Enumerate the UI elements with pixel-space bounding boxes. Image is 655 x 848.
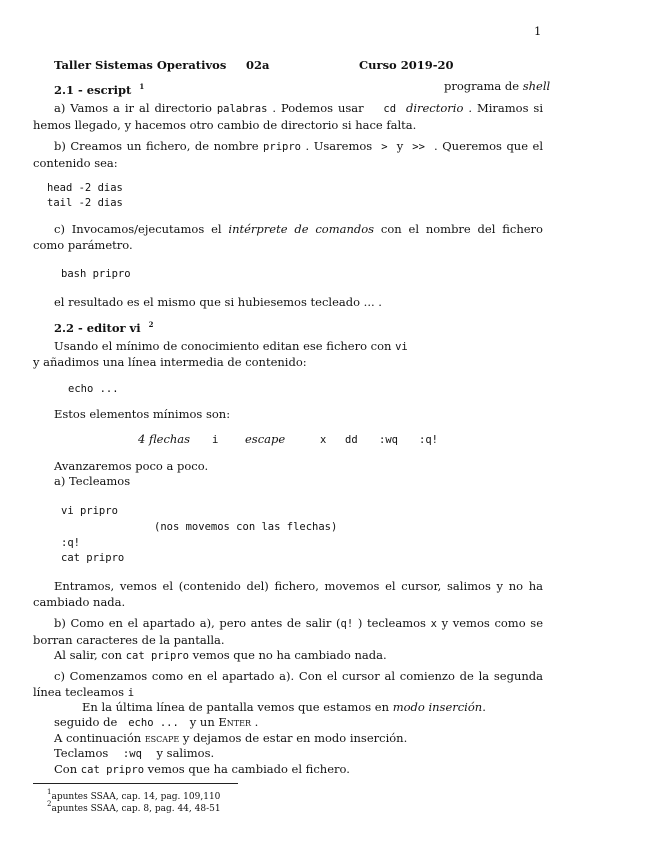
section-21-aside: programa de shell [444, 79, 551, 93]
paragraph-22-c3: seguido de echo ... y un Enter . [54, 715, 259, 729]
element-flechas: 4 flechas [138, 432, 191, 446]
paragraph-22-intro-line2: y añadimos una línea intermedia de contenido: [33, 355, 307, 369]
element-wq: :wq [379, 434, 398, 446]
course-year: Curso 2019-20 [359, 58, 454, 72]
element-q: :q! [419, 434, 438, 446]
element-x: x [320, 434, 327, 446]
footnote-ref-1[interactable]: 1 [139, 82, 145, 91]
code-quit: :q! [61, 537, 80, 549]
page-number: 1 [534, 24, 542, 38]
paragraph-21-result: el resultado es el mismo que si hubiesemos tecleado ... . [54, 295, 382, 309]
paragraph-22-a-result: Entramos, vemos el (contenido del) fichero, movemos el cursor, salimos y no ha cambiado nada. [33, 579, 543, 609]
paragraph-22-c6: Con cat pripro vemos que ha cambiado el fichero. [54, 762, 350, 776]
code-cat-pripro: cat pripro [61, 552, 125, 564]
code-line-tail: tail -2 dias [47, 197, 123, 209]
footnote-2: $^2$apuntes SSAA, cap. 8, pag. 44, 48-51 [47, 800, 221, 814]
course-title: Taller Sistemas Operativos [54, 58, 227, 72]
element-escape: escape [245, 432, 286, 446]
paragraph-21-c: c) Invocamos/ejecutamos el intérprete de comandos con el nombre del fichero como parámetro. [33, 222, 543, 252]
paragraph-22-b: b) Como en el apartado a), pero antes de salir (q! ) tecleamos x y vemos como se borran caracteres de la pantalla. [33, 616, 544, 647]
paragraph-22-c5: Teclamos :wq y salimos. [54, 746, 215, 760]
paragraph-21-a: a) Vamos a ir al directorio palabras . Podemos usar cd directorio . Miramos si hemos llegado, y hacemos otro cambio de directorio si hace falta. [33, 101, 544, 132]
element-dd: dd [345, 434, 358, 446]
paragraph-22-c2: En la última línea de pantalla vemos que estamos en modo inserción. [82, 700, 486, 714]
unit-label: 02a [246, 58, 270, 72]
section-22-title: 2.2 - editor vi $^2$ [54, 320, 154, 335]
code-flechas-comment: (nos movemos con las flechas) [154, 521, 338, 533]
paragraph-22-intro: Usando el mínimo de conocimiento editan ese fichero con vi [54, 339, 408, 353]
footnote-ref-2[interactable]: 2 [148, 320, 154, 329]
elements-intro: Estos elementos mínimos son: [54, 407, 231, 421]
code-line-head: head -2 dias [47, 182, 123, 194]
a-label: a) Tecleamos [54, 474, 131, 488]
paragraph-22-b2: Al salir, con cat pripro vemos que no ha cambiado nada. [54, 648, 387, 662]
paragraph-21-b: b) Creamos un fichero, de nombre pripro . Usaremos > y >> . Queremos que el contenido sea: [33, 139, 544, 170]
advance-text: Avanzaremos poco a poco. [54, 459, 209, 473]
code-bash-pripro: bash pripro [61, 268, 131, 280]
paragraph-22-c4: A continuación escape y dejamos de estar en modo inserción. [54, 731, 408, 745]
footnote-1: $^1$apuntes SSAA, cap. 14, pag. 109,110 [47, 788, 221, 802]
footnote-rule [33, 783, 238, 784]
element-i: i [212, 434, 219, 446]
code-vi-pripro: vi pripro [61, 505, 118, 517]
code-echo: echo ... [68, 383, 119, 395]
section-21-title: 2.1 - escript $^1$ [54, 82, 145, 97]
paragraph-22-c: c) Comenzamos como en el apartado a). Con el cursor al comienzo de la segunda línea tecleamos i [33, 669, 543, 699]
